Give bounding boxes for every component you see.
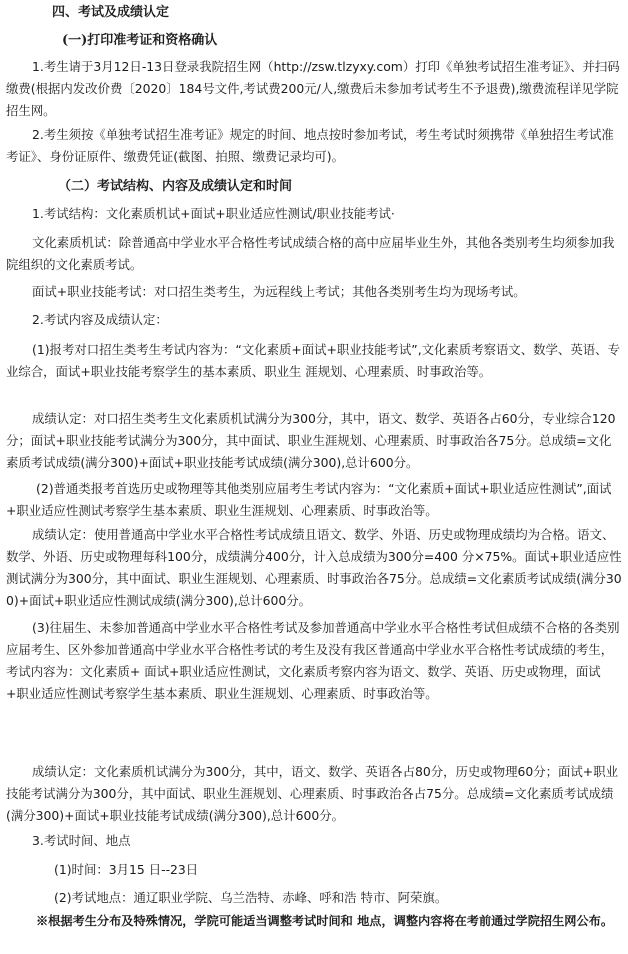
- paragraph-vocational-category: (1)报考对口招生类考生考试内容为：“文化素质+面试+职业技能考试”,文化素质考察语文、数学、英语、专业综合，面试+职业技能考察学生的基本素质、职业生 涯规划、心理素质、时事政治等。: [6, 342, 620, 379]
- paragraph-other-scoring: 成绩认定：文化素质机试满分为300分，其中，语文、数学、英语各占80分，历史或物理60分；面试+职业技能考试满分为300分，其中面试、职业生涯规划、心理素质、时事政治各占75分。总成绩=文化素质考试成绩(满分300)+面试+职业技能考试成绩(满分300),总计600分。: [6, 764, 618, 823]
- paragraph-general-scoring: 成绩认定：使用普通高中学业水平合格性考试成绩且语文、数学、外语、历史或物理成绩均为合格。语文、数学、外语、历史或物理每科100分，成绩满分400分，计入总成绩为300分=400 分×75%。面试+职业适应性测试满分为300分，其中面试、职业生涯规划、心理素质、时事政治各75分。总成绩=文化素质考试成绩(满分300)+面试+职业适应性测试成绩(满分300),总计600分。: [6, 527, 622, 608]
- paragraph-culture-exam: 文化素质机试：除普通高中学业水平合格性考试成绩合格的高中应届毕业生外，其他各类别考生均须参加我院组织的文化素质考试。: [6, 235, 615, 272]
- paragraph-vocational-scoring: 成绩认定：对口招生类考生文化素质机试满分为300分，其中，语文、数学、英语各占60分，专业综合120分；面试+职业技能考试满分为300分，其中面试、职业生涯规划、心理素质、时事政治各75分。总成绩=文化素质考试成绩(满分300)+面试+职业技能考试成绩(满分300),总计600分。: [6, 411, 616, 470]
- subsection-title-exam-structure: （二）考试结构、内容及成绩认定和时间: [58, 179, 293, 194]
- paragraph-exam-time: (1)时间：3月15 日--23日: [54, 862, 199, 877]
- paragraph-time-and-place: 3.考试时间、地点: [32, 833, 131, 848]
- paragraph-print-admission-ticket: 1.考生请于3月12日-13日登录我院招生网（http://zsw.tlzyxy.com）打印《单独考试招生准考证》、并扫码缴费(根据内发改价费〔2020〕184号文件,考试费200元/人,缴费后未参加考试考生不予退费),缴费流程详见学院招生网。: [6, 59, 620, 118]
- paragraph-other-category: (3)往届生、未参加普通高中学业水平合格性考试及参加普通高中学业水平合格性考试但成绩不合格的各类别应届考生、区外参加普通高中学业水平合格性考试的考生及没有我区普通高中学业水平合格性考试成绩的考生，考试内容为：文化素质+ 面试+职业适应性测试，文化素质考察内容为语文、数学、英语、历史或物理，面试+职业适应性测试考察学生基本素质、职业生涯规划、心理素质、时事政治等。: [6, 620, 620, 701]
- subsection-title-print-admission: (一)打印准考证和资格确认: [62, 33, 218, 48]
- paragraph-exam-attendance: 2.考生须按《单独考试招生准考证》规定的时间、地点按时参加考试，考生考试时须携带《单独招生考试准考证》、身份证原件、缴费凭证(截图、拍照、缴费记录均可)。: [6, 127, 614, 164]
- paragraph-interview-skills: 面试+职业技能考试：对口招生类考生，为远程线上考试；其他各类别考生均为现场考试。: [32, 284, 526, 299]
- paragraph-general-category: (2)普通类报考首选历史或物理等其他类别应届考生考试内容为：“文化素质+面试+职业适应性测试”,面试+职业适应性测试考察学生基本素质、职业生涯规划、心理素质、时事政治等。: [6, 481, 612, 518]
- adjustment-notice: ※根据考生分布及特殊情况，学院可能适当调整考试时间和 地点，调整内容将在考前通过学院招生网公布。: [36, 914, 614, 928]
- paragraph-exam-structure: 1.考试结构：文化素质机试+面试+职业适应性测试/职业技能考试·: [32, 206, 395, 221]
- paragraph-content-and-scoring: 2.考试内容及成绩认定：: [32, 312, 168, 327]
- section-title: 四、考试及成绩认定: [52, 5, 170, 20]
- paragraph-exam-location: (2)考试地点：通辽职业学院、乌兰浩特、赤峰、呼和浩 特市、阿荣旗。: [54, 890, 448, 905]
